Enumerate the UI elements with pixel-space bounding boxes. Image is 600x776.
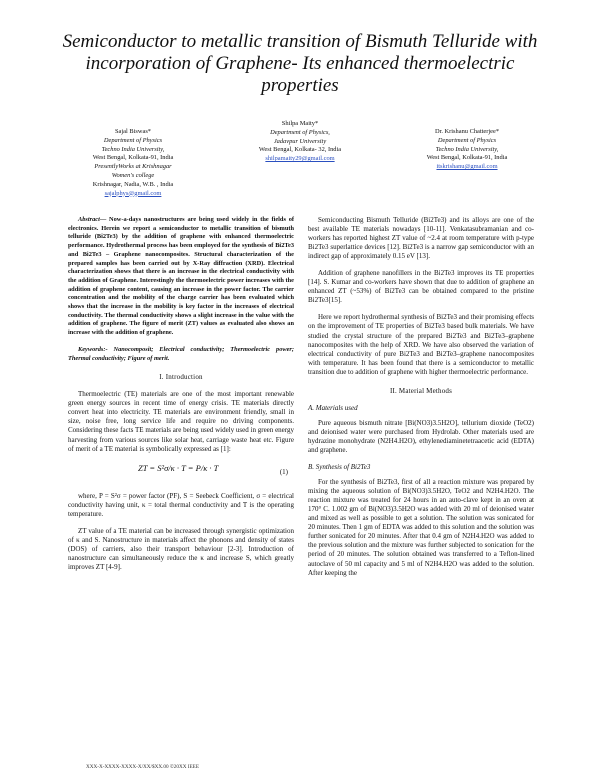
keywords: Keywords:- Nanocomposit; Electrical conductivity; Thermoelectric power; Thermal conductivity; Figure of merit.: [68, 345, 294, 362]
intro-paragraph: Thermoelectric (TE) materials are one of the most important renewable green energy sources in recent time of energy crisis. TE materials directly convert heat into electricity. TE materials are environment friendly, small in size, noise free, long service life and require no driving components. Considering these facts TE materials are being used widely used in green energy harvesting from various sources like solar heat, carriage waste heat etc. Figure of merit of a TE material is symbolically expressed as [1]:: [68, 390, 294, 453]
equation-number: (1): [279, 467, 288, 476]
author-institution: Techno India University,: [435, 145, 499, 153]
author-extra: Krishnagar, Nadia, W.B. , India: [92, 180, 174, 188]
intro-paragraph: where, P = S²σ = power factor (PF), S = Seebeck Coefficient, σ = electrical conductivity having unit, κ = total thermal conductivity and T is the operating temperature.: [68, 491, 294, 518]
author-dept: Department of Physics: [103, 136, 163, 144]
author-dept: Department of Physics: [437, 136, 497, 144]
equation-block: [68, 460, 294, 486]
intro-paragraph: ZT value of a TE material can be increased through synergistic optimization of κ and S. Nanostructure in materials affect the phonons and density of states (DOS) of carriers, also their transport behaviour [2-3]. Introduction of nanostructure can simultaneously reduce the κ and increase S, which greatly improves ZT [4-9].: [68, 526, 294, 571]
author-email-link[interactable]: shilpamaity29@gmail.com: [265, 155, 335, 163]
abstract-text: — Now-a-days nanostructures are being used widely in the fields of electronics. Herein we report a semiconductor to metallic transition of bismuth telluride (Bi2Te3) by the addition of graphene with enhanced thermoelectric performance. Hydrothermal process has been employed for the synthesis of Bi2Te3 and Bi2Te3 – Graphene nanocomposites. Structural characterization of the prepared samples has been carried out by X-Ray diffraction (XRD). Electrical characterization shows that there is an increase in the electrical conductivity with the addition of Graphene. Interestingly the thermoelectric power increases with the addition of graphene content, causing an increase in the power factor. The carrier concentration and the mobility of the charge carrier has been evaluated which shows that the increase in the mobility is key factor in the increases of electrical conductivity. The thermal conductivity shows a slight increase in the value with the addition of graphene. The figure of merit (ZT) values as evaluated also shows an increase with the addition of graphene.: [68, 216, 294, 337]
equation: ZT = S²σ/κ · T = P/κ · T: [138, 462, 219, 473]
author-email-link[interactable]: sajalphys@gmail.com: [104, 189, 162, 197]
author-name: Shilpa Maity*: [281, 120, 319, 127]
paper-title: Semiconductor to metallic transition of Bismuth Telluride with incorporation of Graphene- Its enhanced thermoelectric properties: [62, 31, 538, 96]
section-heading-introduction: I. Introduction: [159, 373, 203, 382]
author-institution: Techno India University,: [101, 145, 165, 153]
author-block-1: [58, 128, 208, 198]
subsection-heading: A. Materials used: [308, 403, 358, 412]
author-block-2: [225, 120, 375, 164]
author-location: West Bengal, Kolkata-91, India: [426, 154, 508, 162]
author-location: West Bengal, Kolkata-91, India: [92, 154, 174, 162]
body-paragraph: Here we report hydrothermal synthesis of Bi2Te3 and their promising effects on the improvement of TE properties of Bi2Te3 based bulk materials. We have studied the crystal structure of the prepared Bi2Te3 and Bi2Te3–graphene nanocomposites with the help of XRD. We have also observed the variation of electrical conductivity of pure Bi2Te3 and Bi2Te3–graphene nanocomposites with temperature. It has been found that there is a semiconductor to metallic transition due to addition of graphene with higher thermoelectric performance.: [308, 313, 534, 376]
author-name: Dr. Krishanu Chatterjee*: [434, 128, 500, 135]
author-email-link[interactable]: itskrishanu@gmail.com: [436, 163, 498, 171]
author-extra: PresentlyWorks at Krishnagar: [94, 163, 172, 171]
author-dept: Department of Physics,: [270, 128, 330, 136]
author-extra: Women's college: [111, 171, 155, 179]
body-paragraph: Semiconducting Bismuth Telluride (Bi2Te3) and its alloys are one of the best available TE materials nowadays [10-11]. Venkatasubramanian and co-workers has reported highest ZT value of ~2.4 at room temperature with p-type Bi2Te3 superlattice devices [12]. Bi2Te3 is a narrow gap semiconductor with an indirect gap of approximately 0.15 eV [13].: [308, 216, 534, 261]
abstract: [68, 216, 294, 338]
subsection-heading: B. Synthesis of Bi2Te3: [308, 463, 371, 472]
abstract-lead: Abstract: [78, 216, 100, 223]
right-column: [308, 216, 534, 578]
copyright-footer: XXX-X-XXXX-XXXX-X/XX/$XX.00 ©20XX IEEE: [86, 764, 200, 770]
section-heading-methods: II. Material Methods: [389, 386, 453, 395]
author-institution: Jadavpur University: [273, 137, 327, 145]
body-paragraph: For the synthesis of Bi2Te3, first of all a reaction mixture was prepared by mixing the aqueous solution of Bi(NO3)3.5H2O, TeO2 and N2H4.H2O. The reaction mixture was treated for 24 hours in an auto-clave kept in an oven at 170° C. 1.002 gm of Bi(NO3)3.5H2O was added with 20 ml of deionised water and mixed as well as possible to get a solution. The solution was sonicated for 20 minutes. Then 1 gm of EDTA was added to this solution and the solution was further sonicated for 20 minutes. After that 0.4 gm of N2H4.H2O was added to the previous solution and the mixture was further subjected to sonication for the period of 20 minutes. The solution obtained was transferred to a Teflon-lined autoclave of 50 ml capacity and 5 ml of N2H4.H2O was added to the solution. After keeping the: [308, 478, 534, 577]
author-name: Sajal Biswas*: [114, 128, 152, 135]
left-column: [68, 216, 294, 572]
body-paragraph: Addition of graphene nanofillers in the Bi2Te3 improves its TE properties [14]. S. Kumar and co-workers have shown that due to addition of graphene an enhanced ZT (~53%) of Bi2Te3 can be obtained compared to the pristine Bi2Te3[15].: [308, 269, 534, 305]
author-location: West Bengal, Kolkata- 32, India: [258, 146, 342, 154]
body-paragraph: Pure aqueous bismuth nitrate [Bi(NO3)3.5H2O], tellurium dioxide (TeO2) and deionised water were purchased from Hydrolab. Other materials used are hydrazine monohydrate (N2H4.H2O), ethylenediaminetetraacetic acid (EDTA) and graphene.: [308, 418, 534, 454]
author-block-3: [392, 128, 542, 172]
